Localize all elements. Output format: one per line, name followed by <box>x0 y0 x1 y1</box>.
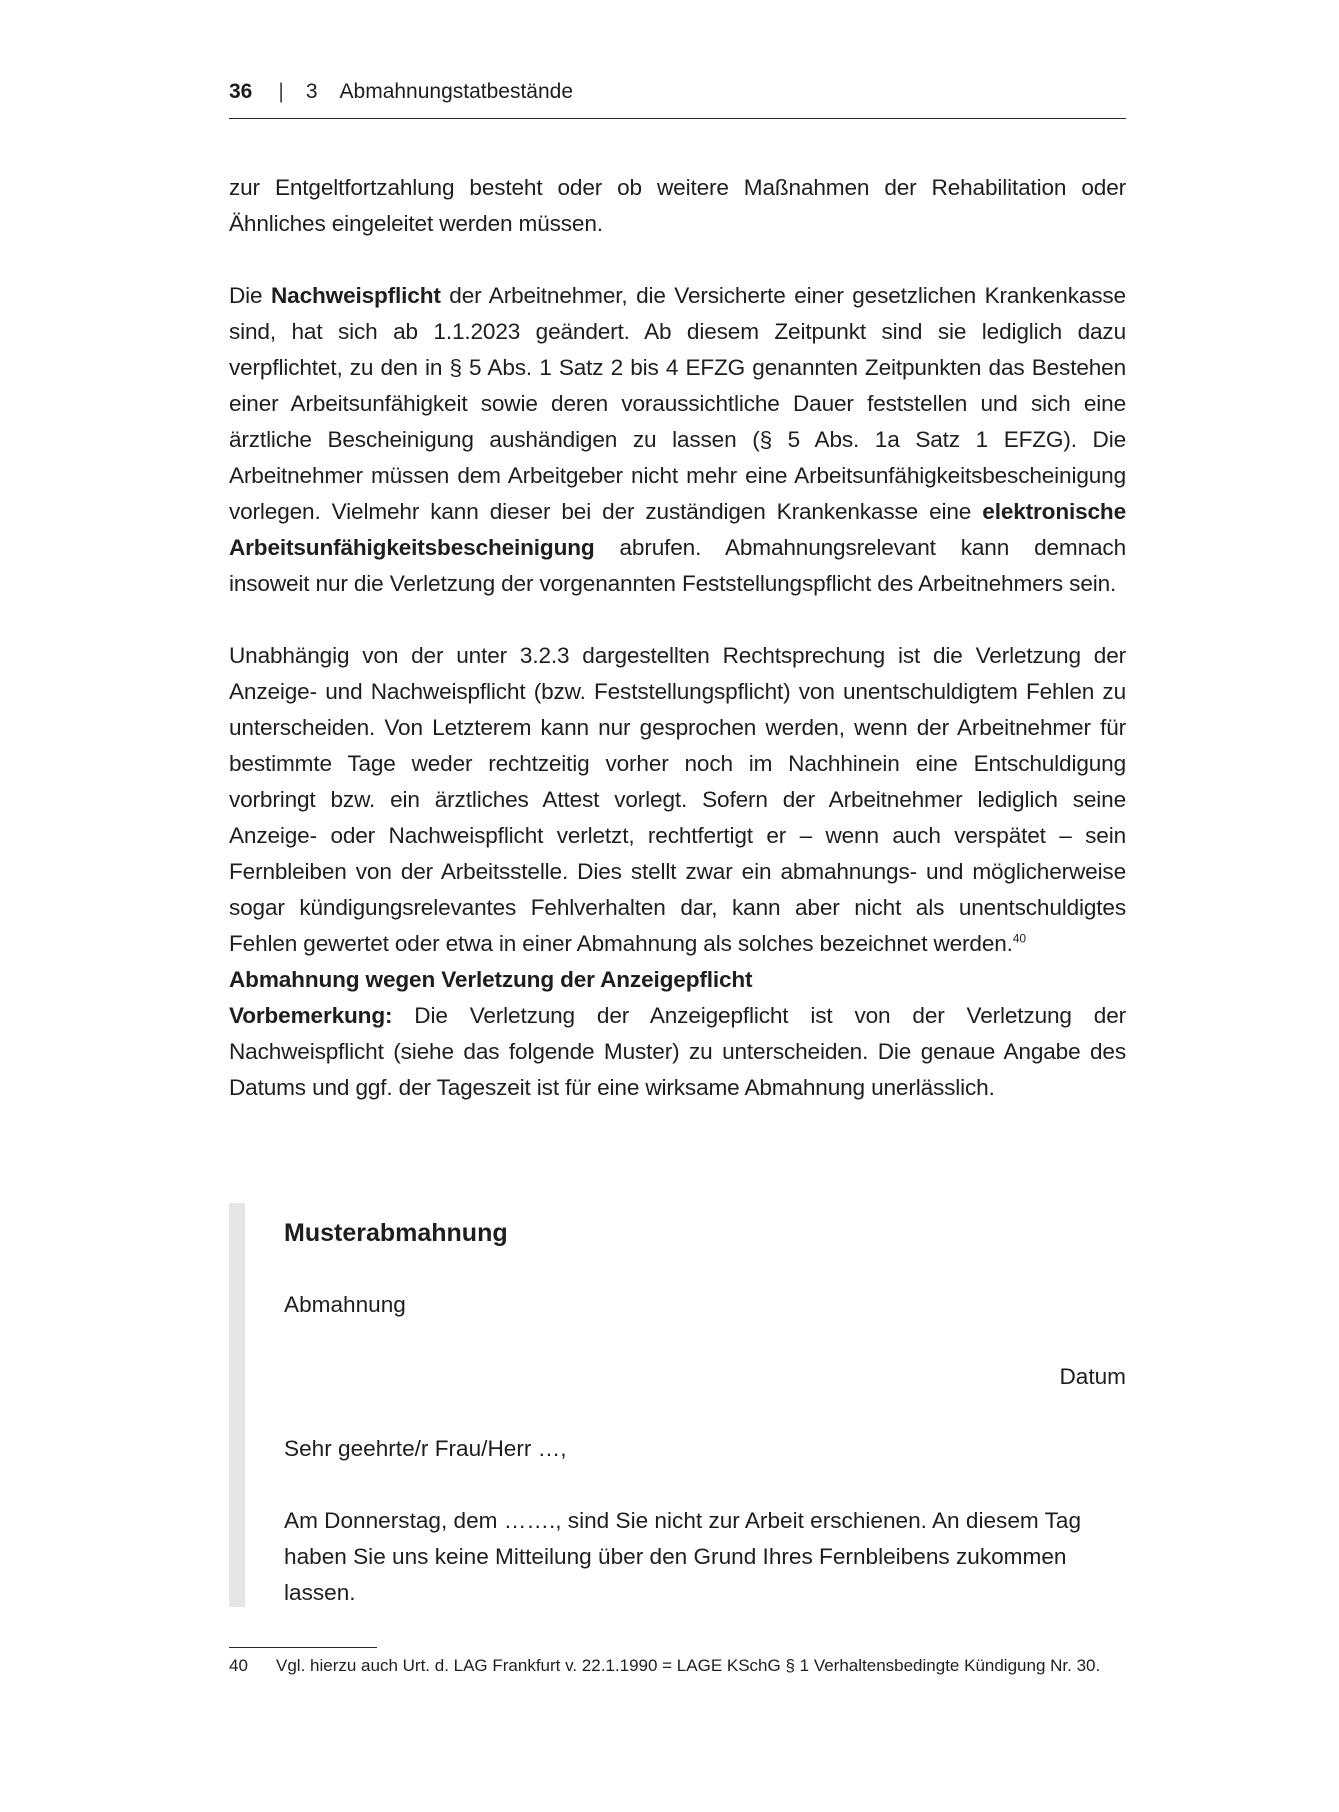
sample-title: Musterabmahnung <box>284 1219 508 1247</box>
sample-body-line: Am Donnerstag, dem ……., sind Sie nicht zur Arbeit erschienen. An diesem Tag <box>284 1508 1082 1533</box>
paragraph-2-part: abrufen. Abmahnungsrelevant kann demnach insoweit nur die Verletzung der vorgenannten Feststellungspflicht des Arbeitnehmers sein. <box>229 535 1126 596</box>
sample-body-line: lassen. <box>284 1580 356 1605</box>
remark-label: Vorbemerkung: <box>229 1003 393 1028</box>
term-elektronische-au: elektronische Arbeitsunfähigkeitsbescheinigung <box>229 499 1126 560</box>
paragraph-2-part: Die <box>229 283 271 308</box>
preliminary-remark <box>229 998 1126 1106</box>
footnote-number: 40 <box>229 1656 248 1675</box>
paragraph-2 <box>229 278 1126 602</box>
footnote <box>229 1654 1126 1678</box>
paragraph-1: zur Entgeltfortzahlung besteht oder ob weitere Maßnahmen der Rehabilitation oder Ähnliches eingeleitet werden müssen. <box>229 175 1126 236</box>
sample-date: Datum <box>1059 1364 1126 1389</box>
sample-salutation: Sehr geehrte/r Frau/Herr …, <box>284 1436 567 1461</box>
footnote-reference[interactable]: 40 <box>1012 931 1026 946</box>
sample-letter-box <box>229 1203 1126 1607</box>
paragraph-3 <box>229 638 1126 962</box>
chapter-title: Abmahnungstatbestände <box>339 80 574 103</box>
page-number: 36 <box>229 80 253 103</box>
header-separator: | <box>278 80 284 103</box>
section-heading: Abmahnung wegen Verletzung der Anzeigepflicht <box>229 967 753 992</box>
paragraph-2-part: der Arbeitnehmer, die Versicherte einer gesetzlichen Krankenkasse sind, hat sich ab 1.1.2023 geändert. Ab diesem Zeitpunkt sind sie lediglich dazu verpflichtet, zu den in § 5 Abs. 1 Satz 2 bis 4 EFZG genannten Zeitpunkten das Bestehen einer Arbeitsunfähigkeit sowie deren voraussichtliche Dauer feststellen und sich eine ärztliche Bescheinigung aushändigen zu lassen (§ 5 Abs. 1a Satz 1 EFZG). Die Arbeitnehmer müssen dem Arbeitgeber nicht mehr eine Arbeitsunfähigkeitsbescheinigung vorlegen. Vielmehr kann dieser bei der zuständigen Krankenkasse eine <box>229 283 1126 524</box>
paragraph-3-text: Unabhängig von der unter 3.2.3 dargestellten Rechtsprechung ist die Verletzung der Anzeige- und Nachweispflicht (bzw. Feststellungspflicht) von unentschuldigtem Fehlen zu unterscheiden. Von Letzterem kann nur gesprochen werden, wenn der Arbeitnehmer für bestimmte Tage weder rechtzeitig vorher noch im Nachhinein eine Entschuldigung vorbringt bzw. ein ärztliches Attest vorlegt. Sofern der Arbeitnehmer lediglich seine Anzeige- oder Nachweispflicht verletzt, rechtfertigt er – wenn auch verspätet – sein Fernbleiben von der Arbeitsstelle. Dies stellt zwar ein abmahnungs- und möglicherweise sogar kündigungsrelevantes Fehlverhalten dar, kann aber nicht als unentschuldigtes Fehlen gewertet oder etwa in einer Abmahnung als solches bezeichnet werden. <box>229 643 1126 956</box>
chapter-number: 3 <box>305 80 318 103</box>
term-nachweispflicht: Nachweispflicht <box>271 283 441 308</box>
body-text <box>229 170 1126 1106</box>
footnote-divider <box>229 1647 377 1648</box>
running-header <box>229 78 1126 119</box>
remark-text: Die Verletzung der Anzeigepflicht ist von der Verletzung der Nachweispflicht (siehe das folgende Muster) zu unterscheiden. Die genaue Angabe des Datums und ggf. der Tageszeit ist für eine wirksame Abmahnung unerlässlich. <box>229 1003 1126 1100</box>
sample-body-line: haben Sie uns keine Mitteilung über den Grund Ihres Fernbleibens zukommen <box>284 1544 1067 1569</box>
footnote-text: Vgl. hierzu auch Urt. d. LAG Frankfurt v. 22.1.1990 = LAGE KSchG § 1 Verhaltensbedingte Kündigung Nr. 30. <box>276 1656 1101 1675</box>
sample-subject: Abmahnung <box>284 1292 406 1317</box>
